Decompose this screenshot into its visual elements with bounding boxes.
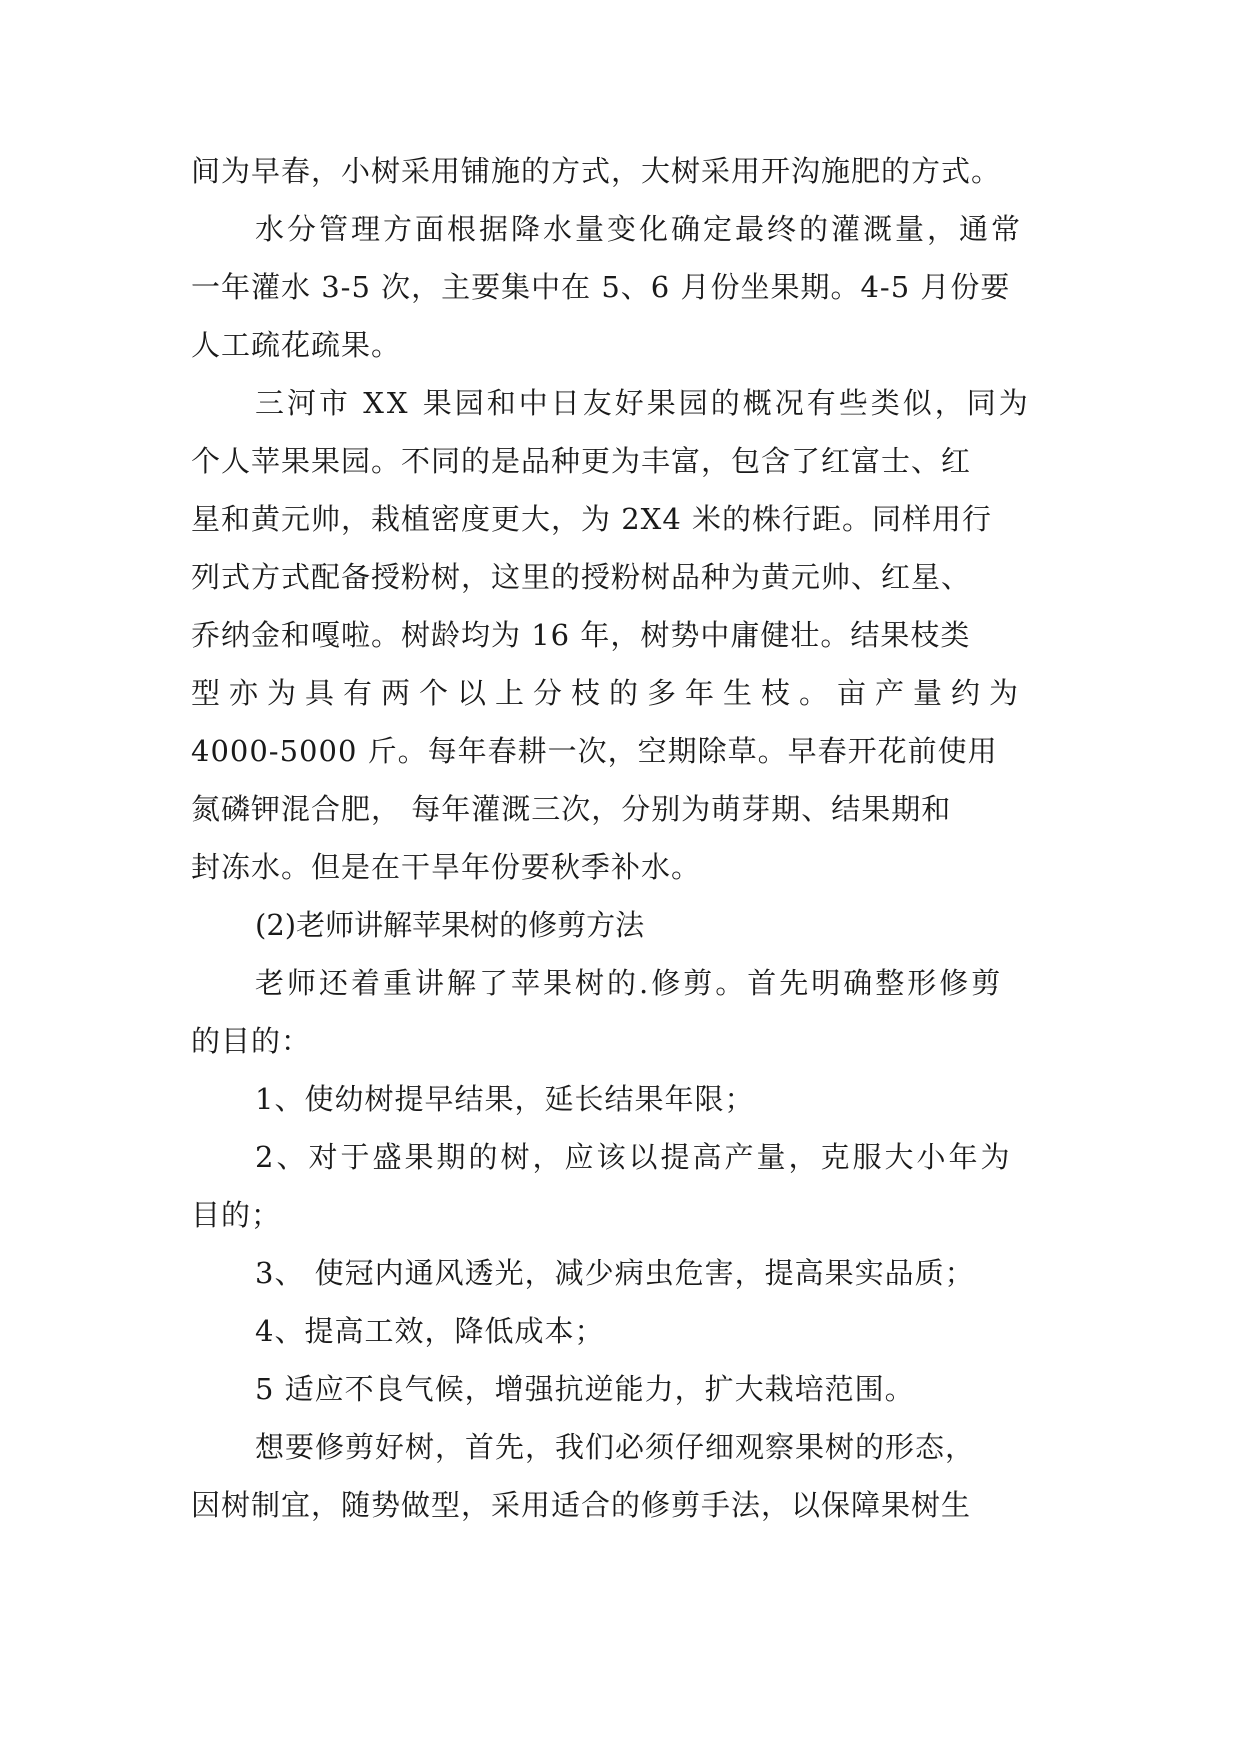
text-line: 列式方式配备授粉树，这里的授粉树品种为黄元帅、红星、 bbox=[191, 560, 972, 594]
list-item: 5 适应不良气候，增强抗逆能力，扩大栽培范围。 bbox=[255, 1372, 915, 1406]
text-line: 老师还着重讲解了苹果树的.修剪。首先明确整形修剪 bbox=[255, 966, 1004, 1000]
text-line: 个人苹果果园。不同的是品种更为丰富，包含了红富士、红 bbox=[191, 444, 972, 478]
text-line: 乔纳金和嘎啦。树龄均为 16 年，树势中庸健壮。结果枝类 bbox=[191, 618, 971, 652]
list-item: 3、 使冠内通风透光，减少病虫危害，提高果实品质； bbox=[255, 1256, 975, 1290]
list-item: 2、对于盛果期的树，应该以提高产量，克服大小年为 bbox=[255, 1140, 1013, 1174]
text-line: 星和黄元帅，栽植密度更大，为 2X4 米的株行距。同样用行 bbox=[191, 502, 992, 536]
text-line: 因树制宜，随势做型，采用适合的修剪手法，以保障果树生 bbox=[191, 1488, 972, 1522]
list-item: 1、使幼树提早结果，延长结果年限； bbox=[255, 1082, 755, 1116]
document-body bbox=[191, 142, 1051, 1534]
text-line: 三河市 XX 果园和中日友好果园的概况有些类似，同为 bbox=[255, 386, 1031, 420]
text-line: 目的； bbox=[191, 1198, 282, 1232]
text-line: 封冻水。但是在干旱年份要秋季补水。 bbox=[191, 850, 702, 884]
text-line: 水分管理方面根据降水量变化确定最终的灌溉量，通常 bbox=[255, 212, 1024, 246]
text-line: 的目的： bbox=[191, 1024, 312, 1058]
list-item: 4、提高工效，降低成本； bbox=[255, 1314, 605, 1348]
text-line: 4000-5000 斤。每年春耕一次，空期除草。早春开花前使用 bbox=[191, 734, 998, 768]
text-line: 人工疏花疏果。 bbox=[191, 328, 402, 362]
section-heading: (2)老师讲解苹果树的修剪方法 bbox=[255, 908, 645, 942]
text-line: 型亦为具有两个以上分枝的多年生枝。亩产量约为 bbox=[191, 676, 1028, 710]
text-line: 一年灌水 3-5 次，主要集中在 5、6 月份坐果期。4-5 月份要 bbox=[191, 270, 1011, 304]
text-line: 想要修剪好树，首先，我们必须仔细观察果树的形态， bbox=[255, 1430, 976, 1464]
text-line: 间为早春，小树采用铺施的方式，大树采用开沟施肥的方式。 bbox=[191, 154, 1002, 188]
text-line: 氮磷钾混合肥， 每年灌溉三次，分别为萌芽期、结果期和 bbox=[191, 792, 952, 826]
